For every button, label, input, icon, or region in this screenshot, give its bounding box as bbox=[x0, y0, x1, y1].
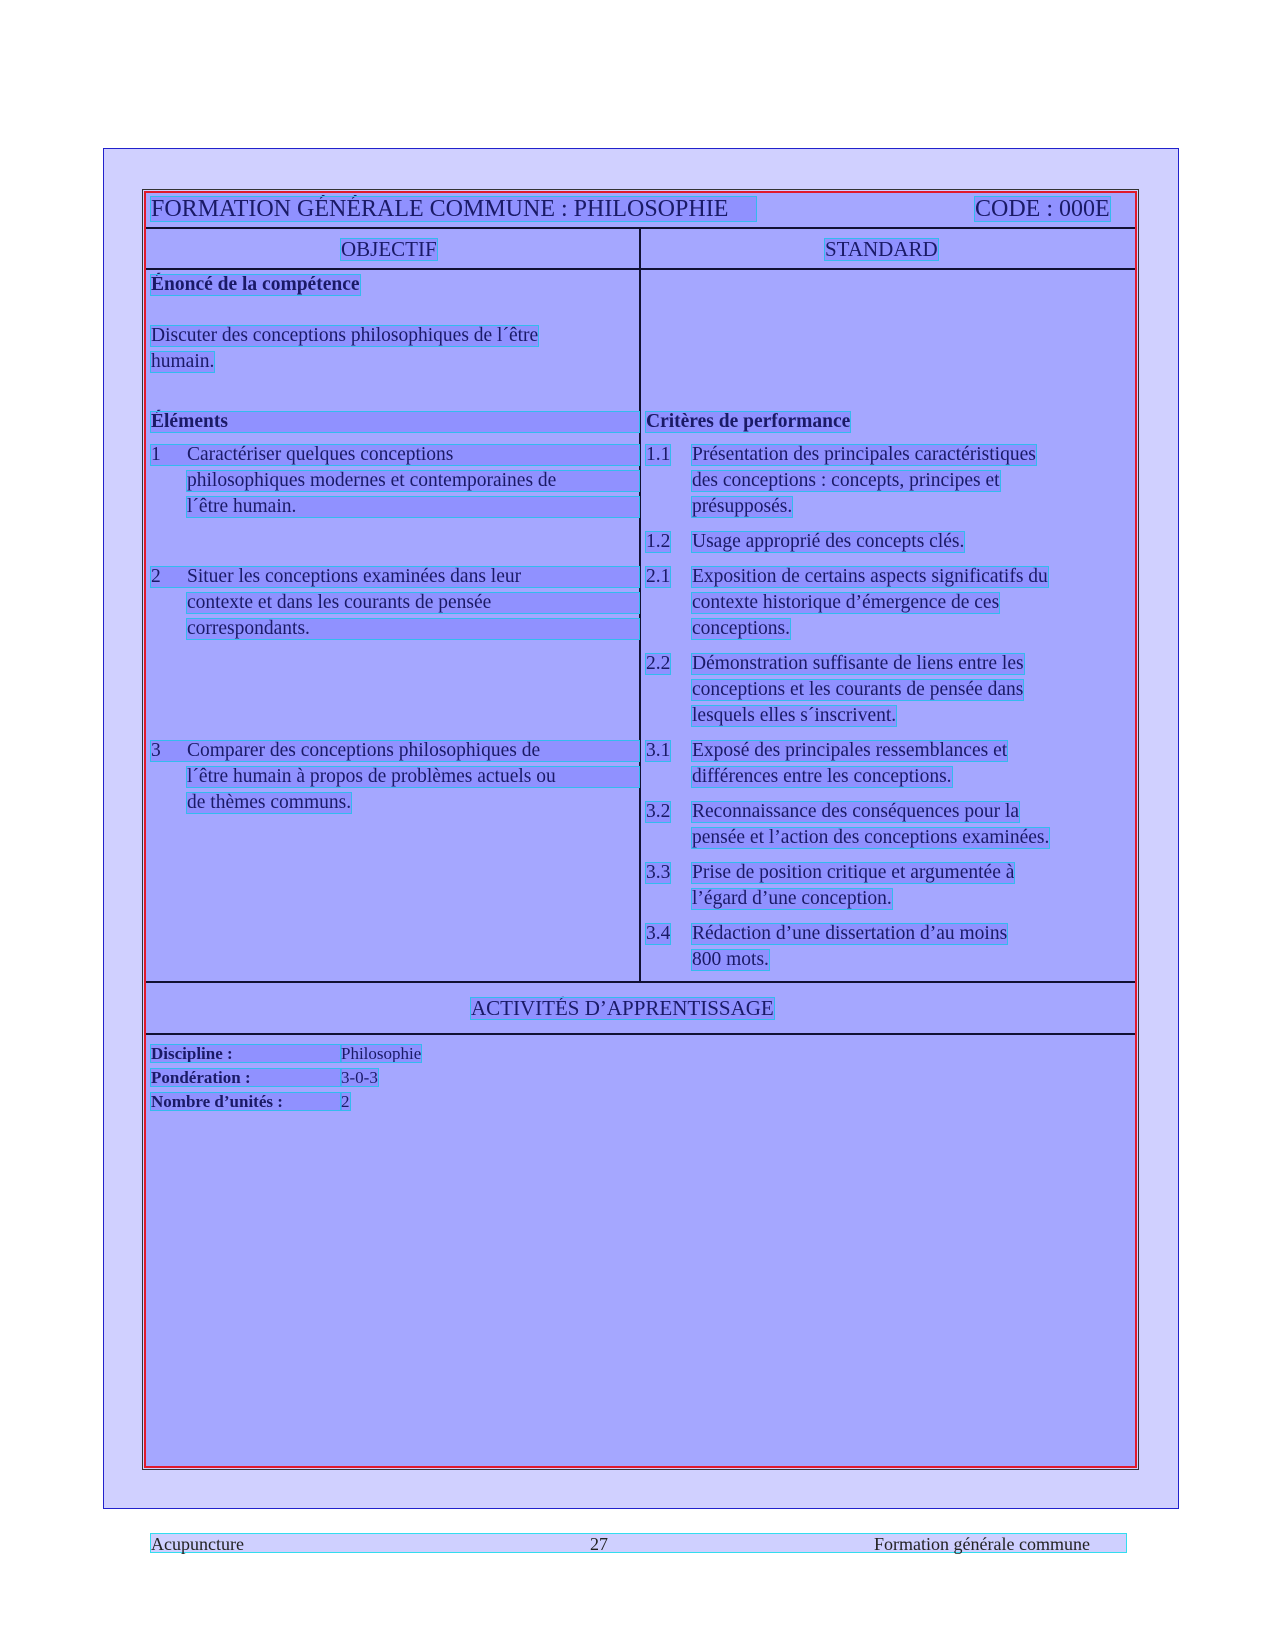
element-number: 1 bbox=[151, 445, 639, 465]
element-text: de thèmes communs. bbox=[187, 792, 352, 813]
page-number: 27 bbox=[590, 1534, 608, 1554]
competence-heading: Énoncé de la compétence bbox=[151, 274, 360, 295]
standard-heading: STANDARD bbox=[825, 237, 938, 261]
column-divider bbox=[639, 227, 641, 981]
element-text: Situer les conceptions examinées dans leur bbox=[187, 566, 522, 587]
footer-right: Formation générale commune bbox=[874, 1534, 1090, 1554]
criterion-text: différences entre les conceptions. bbox=[692, 766, 952, 787]
header-divider bbox=[146, 227, 1135, 229]
activity-label: Discipline : bbox=[151, 1045, 341, 1062]
criterion-text: conceptions. bbox=[692, 618, 791, 639]
element-text: contexte et dans les courants de pensée bbox=[187, 593, 639, 613]
element-text: philosophiques modernes et contemporaines de bbox=[187, 471, 639, 491]
criterion-text: pensée et l’action des conceptions examinées. bbox=[692, 827, 1050, 848]
criterion-number: 2.1 bbox=[646, 566, 671, 587]
criterion-number: 3.4 bbox=[646, 923, 671, 944]
criterion-text: des conceptions : concepts, principes et bbox=[692, 470, 1000, 491]
document-title: FORMATION GÉNÉRALE COMMUNE : PHILOSOPHIE bbox=[151, 197, 756, 221]
element-text: l´être humain. bbox=[187, 497, 639, 517]
activities-heading-divider bbox=[146, 1033, 1135, 1035]
element-text: l´être humain à propos de problèmes actuels ou bbox=[187, 767, 639, 787]
element-text: correspondants. bbox=[187, 619, 639, 639]
objective-heading: OBJECTIF bbox=[341, 237, 437, 261]
element-number: 3 bbox=[151, 741, 639, 761]
criterion-text: conceptions et les courants de pensée dans bbox=[692, 679, 1024, 700]
criterion-number: 2.2 bbox=[646, 653, 671, 674]
footer-left: Acupuncture bbox=[151, 1534, 244, 1554]
criterion-number: 3.3 bbox=[646, 862, 671, 883]
activity-label: Nombre d’unités : bbox=[151, 1093, 341, 1110]
criterion-number: 3.1 bbox=[646, 740, 671, 761]
criterion-text: Démonstration suffisante de liens entre les bbox=[692, 653, 1024, 674]
criterion-text: présupposés. bbox=[692, 496, 793, 517]
elements-heading: Éléments bbox=[151, 412, 639, 432]
element-text: Comparer des conceptions philosophiques de bbox=[187, 740, 541, 761]
criterion-text: Prise de position critique et argumentée à bbox=[692, 862, 1015, 883]
criterion-text: contexte historique d’émergence de ces bbox=[692, 592, 1000, 613]
criterion-number: 1.1 bbox=[646, 444, 671, 465]
criterion-text: Exposition de certains aspects significatifs du bbox=[692, 566, 1048, 587]
criterion-text: Présentation des principales caractéristiques bbox=[692, 444, 1036, 465]
element-text: Caractériser quelques conceptions bbox=[187, 444, 454, 465]
activity-value: 3-0-3 bbox=[341, 1068, 378, 1087]
criterion-text: Usage approprié des concepts clés. bbox=[692, 531, 965, 552]
element-number: 2 bbox=[151, 567, 639, 587]
competence-line-1: Discuter des conceptions philosophiques de l´être bbox=[151, 325, 539, 346]
criterion-text: Exposé des principales ressemblances et bbox=[692, 740, 1008, 761]
column-header-divider bbox=[146, 268, 1135, 270]
criterion-text: Rédaction d’une dissertation d’au moins bbox=[692, 923, 1008, 944]
activities-top-divider bbox=[146, 981, 1135, 983]
criterion-text: lesquels elles s´inscrivent. bbox=[692, 705, 897, 726]
activities-heading: ACTIVITÉS D’APPRENTISSAGE bbox=[471, 996, 774, 1020]
activity-label: Pondération : bbox=[151, 1069, 341, 1086]
activity-value: 2 bbox=[341, 1092, 350, 1111]
criterion-number: 3.2 bbox=[646, 801, 671, 822]
criterion-number: 1.2 bbox=[646, 531, 671, 552]
criterion-text: 800 mots. bbox=[692, 949, 769, 970]
criterion-text: Reconnaissance des conséquences pour la bbox=[692, 801, 1020, 822]
criteria-heading: Critères de performance bbox=[646, 411, 851, 432]
activity-value: Philosophie bbox=[341, 1044, 422, 1063]
criterion-text: l’égard d’une conception. bbox=[692, 888, 892, 909]
competence-line-2: humain. bbox=[151, 351, 215, 372]
course-code: CODE : 000E bbox=[975, 196, 1110, 222]
